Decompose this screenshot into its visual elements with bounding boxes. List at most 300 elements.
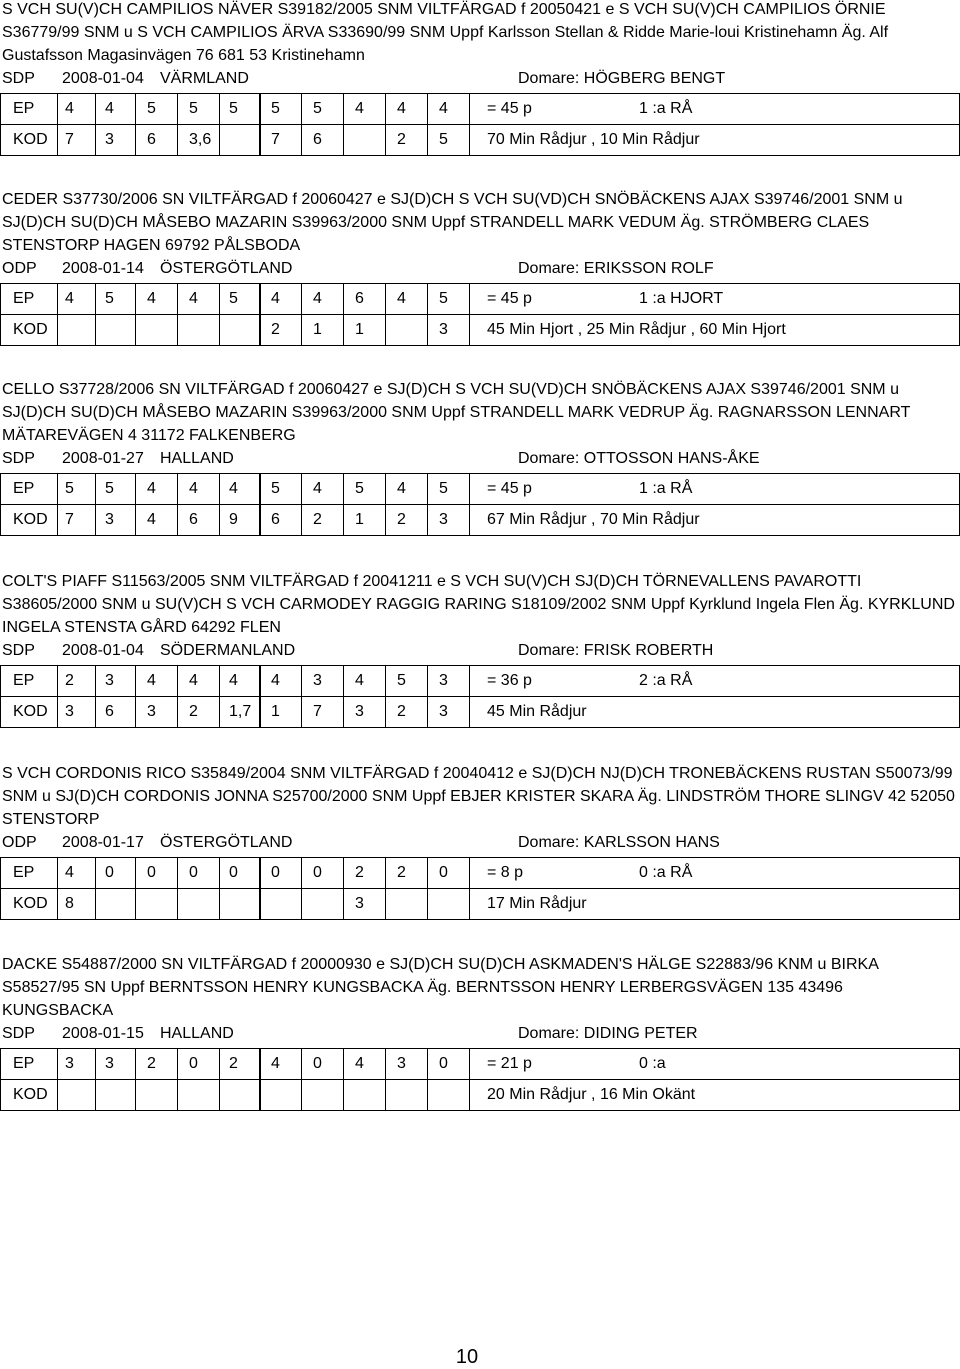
cell-divider [95,94,96,124]
test-date: 2008-01-15 [62,1025,144,1042]
cell-divider [259,284,261,314]
cell-divider [57,1080,58,1110]
cell-divider [427,858,428,888]
test-date: 2008-01-04 [62,642,144,659]
dog-entry [0,570,960,728]
dog-entry [0,0,960,156]
cell-divider [177,474,178,504]
ep-score-cell: 2 [147,1055,156,1072]
prize: 2 :a RÅ [639,672,693,689]
ep-score-cell: 5 [313,100,322,117]
test-type: SDP [2,1025,35,1042]
dog-entry [0,378,960,536]
cell-divider [135,1049,136,1079]
judge-name: Domare: ERIKSSON ROLF [518,260,714,277]
ep-score-cell: 4 [313,480,322,497]
cell-divider [301,1080,302,1110]
cell-divider [343,1049,344,1079]
test-region: VÄRMLAND [160,70,249,87]
ep-score-cell: 4 [271,672,280,689]
kod-score-cell: 3 [355,703,364,720]
dog-description: S VCH CORDONIS RICO S35849/2004 SNM VILTFÄRGAD f 20040412 e SJ(D)CH NJ(D)CH TRONEBÄCKENS RUSTAN S50073/99 SNM u SJ(D)CH CORDONIS JONNA S25700/2000 SNM Uppf EBJER KRISTER SKARA Äg. LINDSTRÖM THORE SLINGV 42 52050 STENSTORP [2,765,955,828]
cell-divider [469,889,470,919]
cell-divider [219,315,220,345]
cell-divider [259,474,261,504]
ep-score-cell: 3 [397,1055,406,1072]
ep-score-cell: 4 [397,290,406,307]
kod-label: KOD [13,1086,48,1103]
ep-label: EP [13,100,35,117]
cell-divider [385,889,386,919]
cell-divider [301,858,302,888]
cell-divider [177,505,178,535]
cell-divider [385,666,386,696]
kod-score-cell: 3 [65,703,74,720]
cell-divider [469,94,470,124]
ep-total: = 45 p [487,290,532,307]
cell-divider [135,125,136,155]
ep-score-cell: 2 [65,672,74,689]
test-type: ODP [2,260,37,277]
judge-name: Domare: HÖGBERG BENGT [518,70,726,87]
cell-divider [219,697,220,727]
kod-score-cell: 2 [189,703,198,720]
cell-divider [427,889,428,919]
cell-divider [219,1080,220,1110]
kod-score-cell: 1 [355,511,364,528]
kod-score-cell: 3 [439,703,448,720]
kod-score-cell: 3 [147,703,156,720]
test-info-row [0,67,960,90]
cell-divider [343,505,344,535]
cell-divider [385,858,386,888]
ep-score-cell: 2 [229,1055,238,1072]
cell-divider [95,474,96,504]
kod-score-cell: 3 [105,131,114,148]
cell-divider [301,94,302,124]
ep-row [1,284,959,314]
kod-score-cell: 6 [105,703,114,720]
cell-divider [219,666,220,696]
dog-entry [0,953,960,1111]
cell-divider [135,315,136,345]
ep-label: EP [13,1055,35,1072]
kod-score-cell: 6 [313,131,322,148]
cell-divider [135,474,136,504]
cell-divider [301,315,302,345]
cell-divider [57,315,58,345]
prize: 0 :a [639,1055,666,1072]
cell-divider [177,284,178,314]
cell-divider [427,94,428,124]
judge-name: Domare: OTTOSSON HANS-ÅKE [518,450,760,467]
cell-divider [135,666,136,696]
ep-score-cell: 5 [271,100,280,117]
ep-score-cell: 2 [397,864,406,881]
dog-description: CELLO S37728/2006 SN VILTFÄRGAD f 20060427 e SJ(D)CH S VCH SU(VD)CH SNÖBÄCKENS AJAX S39746/2001 SNM u SJ(D)CH SU(D)CH MÅSEBO MAZARIN S39963/2000 SNM Uppf STRANDELL MARK VEDRUP Äg. RAGNARSSON LENNART MÄTAREVÄGEN 4 31172 FALKENBERG [2,381,911,444]
cell-divider [469,315,470,345]
dog-entry [0,188,960,346]
kod-score-cell: 7 [313,703,322,720]
score-table [0,1048,960,1111]
kod-remarks: 70 Min Rådjur , 10 Min Rådjur [487,131,700,148]
cell-divider [95,505,96,535]
cell-divider [219,858,220,888]
ep-score-cell: 5 [105,290,114,307]
test-info-row [0,257,960,280]
cell-divider [219,474,220,504]
ep-total: = 45 p [487,480,532,497]
ep-score-cell: 4 [439,100,448,117]
kod-row [1,1079,959,1110]
cell-divider [385,697,386,727]
ep-score-cell: 5 [105,480,114,497]
cell-divider [219,505,220,535]
kod-row [1,124,959,155]
ep-score-cell: 4 [397,100,406,117]
cell-divider [385,1080,386,1110]
cell-divider [469,284,470,314]
cell-divider [385,505,386,535]
ep-score-cell: 3 [313,672,322,689]
kod-score-cell: 3 [439,511,448,528]
ep-score-cell: 0 [271,864,280,881]
kod-score-cell: 2 [397,131,406,148]
kod-remarks: 20 Min Rådjur , 16 Min Okänt [487,1086,696,1103]
kod-score-cell: 7 [65,131,74,148]
cell-divider [469,666,470,696]
cell-divider [177,889,178,919]
cell-divider [385,284,386,314]
ep-score-cell: 5 [65,480,74,497]
ep-score-cell: 4 [189,290,198,307]
kod-score-cell: 9 [229,511,238,528]
ep-score-cell: 4 [105,100,114,117]
kod-remarks: 45 Min Rådjur [487,703,587,720]
test-type: ODP [2,834,37,851]
cell-divider [343,94,344,124]
score-table [0,93,960,156]
cell-divider [427,666,428,696]
cell-divider [469,1049,470,1079]
kod-score-cell: 1 [271,703,280,720]
ep-score-cell: 3 [439,672,448,689]
cell-divider [469,505,470,535]
ep-score-cell: 5 [147,100,156,117]
ep-row [1,1049,959,1079]
ep-total: = 36 p [487,672,532,689]
cell-divider [427,505,428,535]
judge-name: Domare: KARLSSON HANS [518,834,720,851]
score-table [0,665,960,728]
ep-score-cell: 5 [229,290,238,307]
cell-divider [57,858,58,888]
kod-score-cell: 3,6 [189,131,212,148]
kod-row [1,314,959,345]
test-date: 2008-01-04 [62,70,144,87]
cell-divider [177,697,178,727]
ep-label: EP [13,290,35,307]
score-table [0,283,960,346]
cell-divider [259,889,261,919]
prize: 1 :a HJORT [639,290,724,307]
ep-score-cell: 5 [189,100,198,117]
cell-divider [385,474,386,504]
test-region: HALLAND [160,1025,234,1042]
test-region: HALLAND [160,450,234,467]
ep-score-cell: 4 [65,290,74,307]
test-date: 2008-01-17 [62,834,144,851]
cell-divider [427,1080,428,1110]
cell-divider [301,474,302,504]
cell-divider [95,666,96,696]
cell-divider [95,858,96,888]
cell-divider [343,315,344,345]
cell-divider [301,666,302,696]
test-region: ÖSTERGÖTLAND [160,260,293,277]
cell-divider [95,1080,96,1110]
cell-divider [57,666,58,696]
cell-divider [259,315,261,345]
cell-divider [219,284,220,314]
kod-score-cell: 2 [397,511,406,528]
cell-divider [427,474,428,504]
dog-description: DACKE S54887/2000 SN VILTFÄRGAD f 20000930 e SJ(D)CH SU(D)CH ASKMADEN'S HÄLGE S22883/96 KNM u BIRKA S58527/95 SN Uppf BERNTSSON HENRY KUNGSBACKA Äg. BERNTSSON HENRY LERBERGSVÄGEN 135 43496 KUNGSBACKA [2,956,879,1019]
test-info-row [0,447,960,470]
cell-divider [343,125,344,155]
ep-score-cell: 4 [65,864,74,881]
score-table [0,473,960,536]
cell-divider [259,125,261,155]
cell-divider [135,697,136,727]
kod-label: KOD [13,895,48,912]
cell-divider [343,889,344,919]
cell-divider [469,697,470,727]
kod-score-cell: 3 [105,511,114,528]
ep-score-cell: 2 [355,864,364,881]
kod-score-cell: 2 [271,321,280,338]
test-info-row [0,639,960,662]
cell-divider [57,1049,58,1079]
cell-divider [177,315,178,345]
cell-divider [301,1049,302,1079]
cell-divider [177,666,178,696]
kod-score-cell: 2 [397,703,406,720]
cell-divider [95,125,96,155]
cell-divider [343,858,344,888]
cell-divider [301,125,302,155]
kod-score-cell: 6 [189,511,198,528]
cell-divider [385,125,386,155]
ep-score-cell: 0 [313,1055,322,1072]
score-table [0,857,960,920]
cell-divider [385,315,386,345]
prize: 1 :a RÅ [639,100,693,117]
test-region: ÖSTERGÖTLAND [160,834,293,851]
ep-score-cell: 5 [271,480,280,497]
kod-label: KOD [13,511,48,528]
ep-row [1,474,959,504]
cell-divider [301,505,302,535]
cell-divider [469,474,470,504]
test-region: SÖDERMANLAND [160,642,296,659]
ep-score-cell: 4 [355,1055,364,1072]
ep-score-cell: 0 [229,864,238,881]
ep-score-cell: 0 [105,864,114,881]
cell-divider [57,697,58,727]
prize: 1 :a RÅ [639,480,693,497]
test-info-row [0,831,960,854]
cell-divider [95,315,96,345]
cell-divider [95,889,96,919]
ep-label: EP [13,672,35,689]
ep-score-cell: 4 [397,480,406,497]
cell-divider [427,125,428,155]
ep-total: = 21 p [487,1055,532,1072]
ep-score-cell: 4 [147,672,156,689]
cell-divider [385,94,386,124]
cell-divider [343,697,344,727]
cell-divider [95,1049,96,1079]
cell-divider [343,284,344,314]
ep-score-cell: 4 [147,480,156,497]
cell-divider [57,474,58,504]
cell-divider [135,94,136,124]
cell-divider [135,858,136,888]
kod-remarks: 17 Min Rådjur [487,895,587,912]
cell-divider [259,697,261,727]
ep-row [1,858,959,888]
kod-score-cell: 7 [65,511,74,528]
cell-divider [301,697,302,727]
cell-divider [427,284,428,314]
ep-score-cell: 4 [189,672,198,689]
cell-divider [259,858,261,888]
cell-divider [177,858,178,888]
kod-score-cell: 4 [147,511,156,528]
kod-score-cell: 8 [65,895,74,912]
ep-score-cell: 4 [229,672,238,689]
ep-score-cell: 3 [105,1055,114,1072]
kod-score-cell: 7 [271,131,280,148]
ep-score-cell: 4 [271,290,280,307]
cell-divider [259,1049,261,1079]
ep-row [1,94,959,124]
kod-row [1,696,959,727]
cell-divider [57,889,58,919]
page-number: 10 [455,1346,479,1368]
cell-divider [469,858,470,888]
dog-entry [0,762,960,920]
cell-divider [259,505,261,535]
ep-score-cell: 6 [355,290,364,307]
test-type: SDP [2,450,35,467]
kod-score-cell: 3 [439,321,448,338]
ep-score-cell: 0 [147,864,156,881]
ep-score-cell: 0 [439,864,448,881]
cell-divider [301,889,302,919]
kod-score-cell: 5 [439,131,448,148]
cell-divider [427,1049,428,1079]
ep-total: = 45 p [487,100,532,117]
ep-score-cell: 5 [439,290,448,307]
cell-divider [427,697,428,727]
ep-score-cell: 5 [229,100,238,117]
ep-score-cell: 4 [355,100,364,117]
ep-score-cell: 4 [271,1055,280,1072]
cell-divider [135,1080,136,1110]
kod-score-cell: 1 [313,321,322,338]
test-type: SDP [2,642,35,659]
cell-divider [177,94,178,124]
cell-divider [57,125,58,155]
cell-divider [343,474,344,504]
cell-divider [219,94,220,124]
ep-label: EP [13,480,35,497]
dog-description: CEDER S37730/2006 SN VILTFÄRGAD f 20060427 e SJ(D)CH S VCH SU(VD)CH SNÖBÄCKENS AJAX S39746/2001 SNM u SJ(D)CH SU(D)CH MÅSEBO MAZARIN S39963/2000 SNM Uppf STRANDELL MARK VEDUM Äg. STRÖMBERG CLAES STENSTORP HAGEN 69792 PÅLSBODA [2,191,903,254]
kod-score-cell: 6 [271,511,280,528]
kod-row [1,504,959,535]
cell-divider [469,1080,470,1110]
dog-description: S VCH SU(V)CH CAMPILIOS NÄVER S39182/2005 SNM VILTFÄRGAD f 20050421 e S VCH SU(V)CH CAMPILIOS ÖRNIE S36779/99 SNM u S VCH CAMPILIOS ÄRVA S33690/99 SNM Uppf Karlsson Stellan & Ridde Marie-loui Kristinehamn Äg. Alf Gustafsson Magasinvägen 76 681 53 Kristinehamn [2,1,889,64]
cell-divider [259,94,261,124]
ep-score-cell: 3 [105,672,114,689]
kod-label: KOD [13,703,48,720]
ep-score-cell: 5 [355,480,364,497]
judge-name: Domare: FRISK ROBERTH [518,642,714,659]
kod-remarks: 67 Min Rådjur , 70 Min Rådjur [487,511,700,528]
ep-row [1,666,959,696]
ep-score-cell: 3 [65,1055,74,1072]
cell-divider [385,1049,386,1079]
test-info-row [0,1022,960,1045]
cell-divider [469,125,470,155]
ep-score-cell: 0 [439,1055,448,1072]
cell-divider [219,1049,220,1079]
ep-score-cell: 4 [147,290,156,307]
kod-row [1,888,959,919]
ep-score-cell: 0 [189,864,198,881]
ep-score-cell: 4 [229,480,238,497]
cell-divider [177,125,178,155]
ep-score-cell: 4 [313,290,322,307]
cell-divider [57,505,58,535]
cell-divider [57,94,58,124]
kod-score-cell: 6 [147,131,156,148]
test-type: SDP [2,70,35,87]
ep-score-cell: 0 [313,864,322,881]
cell-divider [343,1080,344,1110]
kod-label: KOD [13,131,48,148]
cell-divider [135,889,136,919]
cell-divider [259,666,261,696]
cell-divider [427,315,428,345]
cell-divider [95,284,96,314]
kod-score-cell: 1 [355,321,364,338]
prize: 0 :a RÅ [639,864,693,881]
cell-divider [95,697,96,727]
cell-divider [219,889,220,919]
test-date: 2008-01-14 [62,260,144,277]
test-date: 2008-01-27 [62,450,144,467]
ep-score-cell: 0 [189,1055,198,1072]
dog-description: COLT'S PIAFF S11563/2005 SNM VILTFÄRGAD f 20041211 e S VCH SU(V)CH SJ(D)CH TÖRNEVALLENS PAVAROTTI S38605/2000 SNM u SU(V)CH S VCH CARMODEY RAGGIG RARING S18109/2002 SNM Uppf Kyrklund Ingela Flen Äg. KYRKLUND INGELA STENSTA GÅRD 64292 FLEN [2,573,955,636]
ep-score-cell: 4 [189,480,198,497]
ep-label: EP [13,864,35,881]
ep-score-cell: 5 [439,480,448,497]
kod-label: KOD [13,321,48,338]
cell-divider [177,1080,178,1110]
